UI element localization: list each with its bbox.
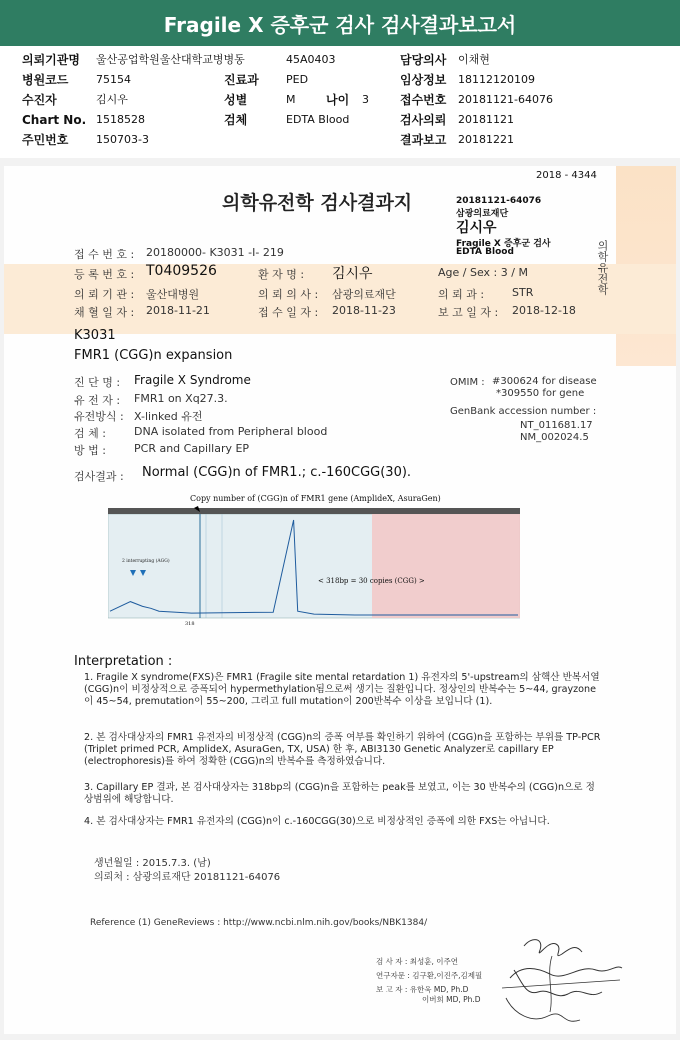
receipt-no-key: 접 수 번 호 : [74, 248, 135, 261]
meta-key: Chart No. [22, 113, 87, 127]
meta-key: 주민번호 [22, 133, 69, 147]
report-title: 의학유전학 검사결과지 [222, 192, 413, 214]
registration-no-value: T0409526 [146, 263, 217, 279]
label-test: Fragile X 증후군 검사 [456, 239, 551, 249]
label-number: 20181121-64076 [456, 196, 542, 206]
result-key: 검사결과 : [74, 470, 124, 483]
interpretation-item: 3. Capillary EP 결과, 본 검사대상자는 318bp의 (CGG)n을 포함하는 peak를 보였고, 이는 30 반복수의 (CGG)n으로 정상범위에 해당합니다. [84, 782, 595, 805]
genbank-key: GenBank accession number : [450, 406, 597, 417]
registration-no-key: 등 록 번 호 : [74, 268, 135, 281]
meta-value: M [286, 93, 296, 106]
meta-key: 병원코드 [22, 73, 69, 87]
doctor-value: 삼광의료재단 [332, 288, 396, 301]
interpretation-item: 2. 본 검사대상자의 FMR1 유전자의 비정상적 (CGG)n의 증폭 여부를 확인하기 위하여 (CGG)n을 포함하는 부위를 TP-PCR (Triplet primed PCR, AmplideX, AsuraGen, TX, USA) 한 후, ABI3130 Genetic Analyzer로 capillary EP (electrophoresis)를 하여 정확한 (CGG)n의 반복수를 측정하였습니다. [84, 732, 601, 767]
meta-value: 이채현 [458, 53, 490, 66]
interpretation-item: 1. Fragile X syndrome(FXS)은 FMR1 (Fragile site mental retardation 1) 유전자의 5'-upstream의 삼핵산 반복서열 (CGG)n이 비정상적으로 증폭되어 hypermethylation됨으로써 생기는 질환입니다. 정상인의 반복수는 5~44, grayzone이 45~54, premutation이 55~200, 그리고 full mutation이 200반복수 이상을 보입니다 (1). [84, 672, 600, 707]
meta-value: 20181121 [458, 113, 514, 126]
meta-row [0, 70, 680, 90]
chart-top-ruler [108, 508, 520, 514]
reporter-second: 이버희 MD, Ph.D [422, 995, 481, 1004]
meta-key: 결과보고 [400, 133, 447, 147]
age-sex: Age / Sex : 3 / M [438, 266, 528, 279]
gene-key: 유 전 자 : [74, 394, 121, 407]
scanned-report-sheet [4, 166, 676, 1034]
meta-value: 45A0403 [286, 53, 336, 66]
omim-gene: *309550 for gene [496, 388, 585, 399]
label-name: 김시우 [456, 220, 497, 236]
meta-key: 수진자 [22, 93, 57, 107]
meta-value: 20181221 [458, 133, 514, 146]
institution-value: 울산대병원 [146, 288, 200, 301]
interpretation-title: Interpretation : [74, 654, 173, 669]
label-specimen: EDTA Blood [456, 247, 514, 257]
signature-image [492, 934, 632, 1030]
meta-value: 1518528 [96, 113, 145, 126]
meta-key: 임상정보 [400, 73, 447, 87]
receipt-no-value: 20180000- K3031 -I- 219 [146, 246, 284, 259]
meta-key: 진료과 [224, 73, 259, 87]
meta-value: 75154 [96, 73, 131, 86]
meta-key: 접수번호 [400, 93, 447, 107]
meta-value: 울산공업학원울산대학교병병동 [96, 53, 245, 66]
meta-key: 의뢰기관명 [22, 53, 80, 67]
department-key: 의 뢰 과 : [438, 288, 485, 301]
side-label-vertical: 의학유전학 [596, 240, 609, 295]
collection-date-key: 채 혈 일 자 : [74, 306, 135, 319]
genbank-accession-1: NT_011681.17 [520, 420, 593, 431]
meta-value: EDTA Blood [286, 113, 350, 126]
report-banner-title: Fragile X 증후군 검사 검사결과보고서 [0, 0, 680, 46]
label-org: 삼광의료재단 [456, 209, 509, 219]
result-value: Normal (CGG)n of FMR1.; c.-160CGG(30). [142, 465, 412, 480]
meta-key: 나이 [326, 93, 350, 107]
meta-key: 성별 [224, 93, 248, 107]
test-name: FMR1 (CGG)n expansion [74, 348, 233, 363]
examiner: 검 사 자 : 최성훈, 이주연 [376, 957, 459, 966]
method-value: PCR and Capillary EP [134, 442, 250, 455]
patient-meta-block [0, 46, 680, 158]
meta-value: 18112120109 [458, 73, 535, 86]
report-date-value: 2018-12-18 [512, 304, 576, 317]
omim-disease: #300624 for disease [492, 376, 597, 387]
interpretation-item: 4. 본 검사대상자는 FMR1 유전자의 (CGG)n이 c.-160CGG(30)으로 비정상적인 증폭에 의한 FXS는 아닙니다. [84, 816, 550, 827]
meta-key: 담당의사 [400, 53, 447, 67]
omim-key: OMIM : [450, 377, 485, 388]
institution-key: 의 뢰 기 관 : [74, 288, 135, 301]
inheritance-value: X-linked 유전 [134, 410, 203, 423]
reporter: 보 고 자 : 유한욱 MD, Ph.D [376, 985, 469, 994]
reference: Reference (1) GeneReviews : http://www.ncbi.nlm.nih.gov/books/NBK1384/ [90, 918, 428, 928]
patient-name-key: 환 자 명 : [258, 268, 305, 281]
doctor-key: 의 뢰 의 사 : [258, 288, 319, 301]
meta-value: 150703-3 [96, 133, 149, 146]
chart-annotation: < 318bp = 30 copies (CGG) > [318, 577, 425, 585]
collection-date-value: 2018-11-21 [146, 304, 210, 317]
department-value: STR [512, 286, 534, 299]
meta-value: 3 [362, 93, 369, 106]
gene-value: FMR1 on Xq27.3. [134, 392, 228, 405]
method-key: 방 법 : [74, 444, 106, 457]
meta-value: PED [286, 73, 309, 86]
research-advisor: 연구자문 : 김구환,이진주,김제필 [376, 971, 483, 980]
diagnosis-key: 진 단 명 : [74, 376, 121, 389]
meta-value: 김시우 [96, 93, 128, 106]
report-date-key: 보 고 일 자 : [438, 306, 499, 319]
meta-key: 검체 [224, 113, 248, 127]
test-code: K3031 [74, 328, 116, 343]
receipt-date-value: 2018-11-23 [332, 304, 396, 317]
chart-title: Copy number of (CGG)n of FMR1 gene (AmplideX, AsuraGen) [190, 494, 441, 503]
date-of-birth: 생년월일 : 2015.7.3. (남) [94, 858, 211, 869]
patient-name-value: 김시우 [332, 266, 373, 282]
meta-row [0, 110, 680, 130]
chart-highlight-region [372, 514, 520, 618]
meta-value: 20181121-64076 [458, 93, 553, 106]
electropherogram-chart [108, 506, 520, 626]
chart-peak-label: 318 [185, 621, 195, 626]
meta-row [0, 50, 680, 70]
specimen-key: 검 체 : [74, 427, 106, 440]
chart-interrupt-label: 2 interrupting (AGG) [122, 559, 170, 564]
inheritance-key: 유전방식 : [74, 410, 124, 423]
meta-row [0, 130, 680, 150]
specimen-value: DNA isolated from Peripheral blood [134, 425, 328, 438]
diagnosis-value: Fragile X Syndrome [134, 373, 251, 387]
requester: 의뢰처 : 삼광의료재단 20181121-64076 [94, 872, 281, 883]
meta-key: 검사의뢰 [400, 113, 447, 127]
receipt-date-key: 접 수 일 자 : [258, 306, 319, 319]
genbank-accession-2: NM_002024.5 [520, 432, 589, 443]
meta-row [0, 90, 680, 110]
document-number: 2018 - 4344 [536, 170, 597, 181]
